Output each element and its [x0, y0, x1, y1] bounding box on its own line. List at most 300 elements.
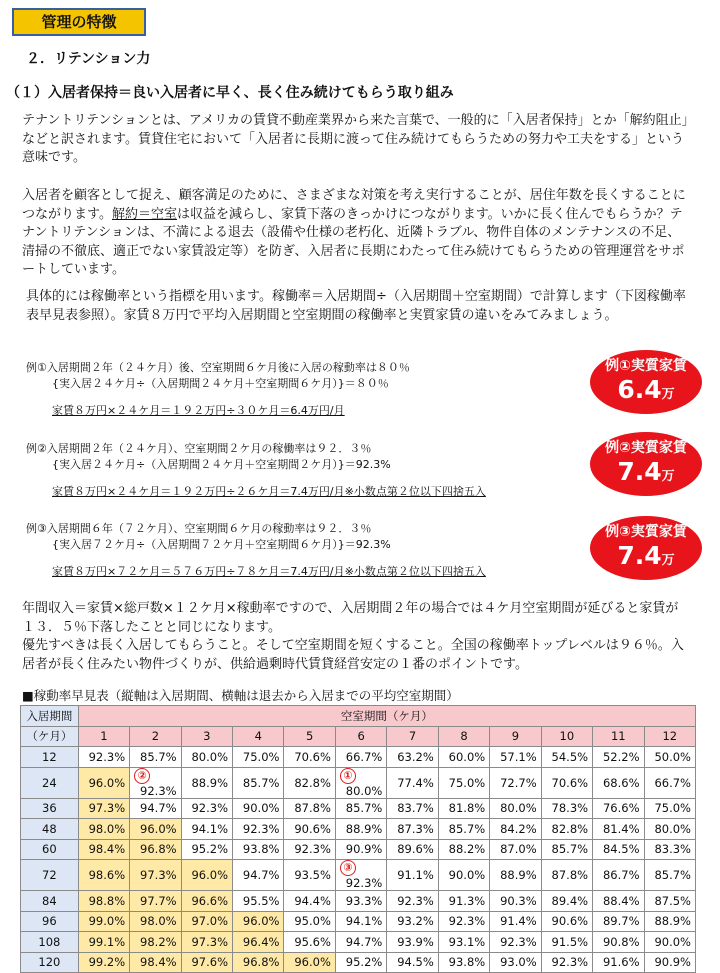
example-2-line1: 例②入居期間２年（２４ケ月）、空室期間２ケ月の稼働率は９２．３％ [26, 442, 372, 455]
table-cell [78, 911, 129, 932]
table-cell [490, 952, 541, 973]
cell-value: 97.3% [140, 868, 177, 882]
table-cell [284, 891, 335, 912]
cell-value: 87.3% [397, 821, 434, 836]
cell-value: 95.5% [242, 893, 280, 908]
table-cell [438, 952, 489, 973]
table-cell [593, 747, 644, 768]
table-row [21, 911, 696, 932]
table-row [21, 767, 696, 798]
cell-value: 72.7% [500, 775, 537, 790]
table-cell [284, 839, 335, 860]
retention-text-a: 入居者を顧客として捉え、顧客満足のために、さまざまな対策を考え実行することが、居住年数を長くすることにつながります。 [22, 188, 686, 222]
table-cell [181, 860, 232, 891]
example-2-calc: 家賃８万円×２４ケ月＝１９２万円÷２６ケ月＝7.4万円/月※小数点第２位以下四捨五入 [52, 485, 486, 498]
table-cell [490, 839, 541, 860]
cell-value: 82.8% [551, 821, 589, 836]
intro-paragraph: テナントリテンションとは、アメリカの賃貸不動産業界から来た言葉で、一般的に「入居者保持」とか「解約阻止」などと訳されます。賃貸住宅において「入居者に長期に渡って住み続けてもらうための努力や工夫をする」という意味です。 [22, 113, 689, 165]
cell-value: 98.2% [140, 934, 177, 949]
column-header: 8 [438, 726, 489, 747]
cell-value: 98.4% [140, 955, 177, 970]
table-cell [233, 767, 284, 798]
column-header: 3 [181, 726, 232, 747]
example-3-badge-unit: 万 [661, 553, 675, 568]
cell-value: 93.8% [242, 842, 280, 857]
column-header: 12 [644, 726, 695, 747]
table-cell [541, 911, 592, 932]
cell-value: 94.7% [242, 868, 280, 882]
cell-value: 94.4% [294, 893, 331, 908]
table-cell [78, 932, 129, 953]
row-label: 108 [21, 932, 79, 953]
cell-value: 92.3% [191, 801, 229, 816]
table-cell [335, 747, 386, 768]
cell-value: 97.3% [88, 801, 126, 816]
cell-value: 90.8% [602, 934, 640, 949]
table-cell [181, 952, 232, 973]
cell-value: 90.0% [448, 868, 486, 882]
table-cell [181, 911, 232, 932]
row-label: 60 [21, 839, 79, 860]
cell-value: 85.7% [345, 801, 383, 816]
table-cell [644, 891, 695, 912]
cell-value: 90.6% [551, 914, 589, 929]
circled-marker: ③ [340, 860, 356, 876]
cell-value: 92.3% [448, 914, 486, 929]
table-cell [78, 819, 129, 840]
example-3-badge-value: 7.4 [617, 541, 662, 570]
table-cell [181, 819, 232, 840]
table-cell [233, 798, 284, 819]
cell-value: 92.3% [242, 821, 280, 836]
example-1-badge-value: 6.4 [617, 375, 662, 404]
cell-value: 85.7% [654, 868, 691, 882]
table-cell [438, 798, 489, 819]
cell-value: 87.8% [551, 868, 589, 882]
row-label: 96 [21, 911, 79, 932]
example-1-rent-badge [590, 350, 702, 414]
cell-value: 81.8% [448, 801, 486, 816]
table-cell [335, 932, 386, 953]
example-2 [26, 441, 586, 500]
cell-value: 85.7% [448, 821, 486, 836]
column-header: 6 [335, 726, 386, 747]
cell-value: 87.8% [294, 801, 331, 816]
row-label: 120 [21, 952, 79, 973]
cell-value: 75.0% [448, 775, 486, 790]
table-cell [387, 860, 438, 891]
example-3-badge-label: 例③実質家賃 [605, 524, 687, 540]
cell-value: 95.0% [294, 914, 331, 929]
table-cell [130, 767, 181, 798]
table-cell [284, 932, 335, 953]
cell-value: 96.0% [140, 821, 177, 836]
cell-value: 70.6% [551, 775, 589, 790]
table-cell [335, 798, 386, 819]
cell-value: 54.5% [551, 749, 589, 764]
section-heading: ２．リテンション力 [26, 51, 151, 67]
cell-value: 91.3% [448, 893, 486, 908]
cell-value: 90.9% [654, 955, 691, 970]
cell-value: 98.8% [88, 893, 126, 908]
table-cell [438, 839, 489, 860]
table-cell [181, 747, 232, 768]
table-cell [593, 911, 644, 932]
table-cell [233, 860, 284, 891]
cell-value: 98.6% [88, 868, 126, 882]
table-cell [284, 952, 335, 973]
cell-value: 93.9% [397, 934, 434, 949]
table-cell [130, 891, 181, 912]
table-cell [387, 747, 438, 768]
cell-value: 90.3% [500, 893, 537, 908]
table-cell [644, 767, 695, 798]
table-cell [233, 911, 284, 932]
table-cell [78, 891, 129, 912]
table-cell [438, 767, 489, 798]
cell-value: 50.0% [654, 749, 691, 764]
cell-value: 92.3% [140, 783, 177, 798]
table-cell [78, 860, 129, 891]
cell-value: 80.0% [654, 821, 691, 836]
section-badge-title: 管理の特徴 [12, 8, 146, 36]
cell-value: 93.3% [345, 893, 383, 908]
table-cell [593, 819, 644, 840]
cell-value: 57.1% [500, 749, 537, 764]
cell-value: 92.3% [345, 876, 383, 890]
table-cell [644, 819, 695, 840]
table-cell [78, 839, 129, 860]
example-1-line1: 例①入居期間２年（２４ケ月）後、空室期間６ケ月後に入居の稼動率は８０％ [26, 361, 410, 374]
table-cell [181, 891, 232, 912]
table-cell [181, 932, 232, 953]
row-label: 36 [21, 798, 79, 819]
cell-value: 97.6% [191, 955, 229, 970]
table-cell [593, 839, 644, 860]
table-cell [593, 932, 644, 953]
occupancy-rate-table [20, 705, 696, 973]
priority-paragraph: 優先すべきは長く入居してもらうこと。そして空室期間を短くすること。全国の稼働率トップレベルは９６％。入居者が長く住みたい物件づくりが、供給過剰時代賃貸経営安定の１番のポイントです。 [22, 638, 684, 672]
table-cell [284, 819, 335, 840]
table-cell [335, 819, 386, 840]
example-3-line1: 例③入居期間６年（７２ケ月）、空室期間６ケ月の稼動率は９２．３％ [26, 522, 372, 535]
example-1 [26, 360, 586, 419]
cell-value: 81.4% [602, 821, 640, 836]
cell-value: 80.0% [500, 801, 537, 816]
table-cell [181, 767, 232, 798]
table-cell [644, 911, 695, 932]
table-cell [387, 798, 438, 819]
table-cell [130, 747, 181, 768]
table-cell [541, 819, 592, 840]
cell-value: 92.3% [88, 749, 126, 764]
cell-value: 84.2% [500, 821, 537, 836]
cell-value: 92.3% [551, 955, 589, 970]
table-cell [78, 747, 129, 768]
cell-value: 91.6% [602, 955, 640, 970]
cell-value: 88.9% [654, 914, 691, 929]
cell-value: 94.7% [345, 934, 383, 949]
occupancy-paragraph: 具体的には稼働率という指標を用います。稼働率＝入居期間÷（入居期間＋空室期間）で計算します（下図稼働率表早見表参照）。家賃８万円で平均入居期間と空室期間の稼働率と実質家賃の違いをみてみましょう。 [26, 289, 686, 323]
table-cell [387, 767, 438, 798]
cell-value: 99.0% [88, 914, 126, 929]
cell-value: 66.7% [345, 749, 383, 764]
table-cell [130, 911, 181, 932]
cell-value: 95.2% [191, 842, 229, 857]
table-row [21, 839, 696, 860]
example-1-badge-unit: 万 [661, 387, 675, 402]
table-cell [490, 860, 541, 891]
table-row [21, 860, 696, 891]
table-cell [233, 932, 284, 953]
table-cell [438, 932, 489, 953]
example-1-badge-label: 例①実質家賃 [605, 358, 687, 374]
cell-value: 96.0% [294, 955, 331, 970]
cell-value: 98.0% [88, 821, 126, 836]
table-cell [130, 819, 181, 840]
column-header: 9 [490, 726, 541, 747]
column-header: 11 [593, 726, 644, 747]
column-header: 10 [541, 726, 592, 747]
table-cell [490, 891, 541, 912]
cell-value: 95.2% [345, 955, 383, 970]
table-cell [593, 798, 644, 819]
example-1-calc: 家賃８万円×２４ケ月＝１９２万円÷３０ケ月＝6.4万円/月 [52, 404, 345, 417]
table-cell [181, 798, 232, 819]
table-cell [541, 952, 592, 973]
cell-value: 88.9% [500, 868, 537, 882]
table-cell [541, 747, 592, 768]
cell-value: 93.1% [448, 934, 486, 949]
example-2-line2: {実入居２４ケ月÷（入居期間２４ケ月＋空室期間２ケ月）}＝92.3% [52, 458, 391, 471]
table-cell [130, 798, 181, 819]
column-header: 5 [284, 726, 335, 747]
column-header: 1 [78, 726, 129, 747]
cell-value: 60.0% [448, 749, 486, 764]
cell-value: 97.7% [140, 893, 177, 908]
cell-value: 90.0% [242, 801, 280, 816]
row-label: 12 [21, 747, 79, 768]
table-cell [387, 819, 438, 840]
cell-value: 91.1% [397, 868, 434, 882]
table-cell [284, 747, 335, 768]
cell-value: 89.7% [602, 914, 640, 929]
cell-value: 70.6% [294, 749, 331, 764]
row-header-unit: （ケ月） [21, 726, 79, 747]
table-cell [438, 911, 489, 932]
table-cell [335, 839, 386, 860]
table-cell [490, 747, 541, 768]
table-cell [387, 952, 438, 973]
cell-value: 97.3% [191, 934, 229, 949]
table-cell [130, 839, 181, 860]
cell-value: 93.2% [397, 914, 434, 929]
table-cell [438, 860, 489, 891]
table-cell [438, 819, 489, 840]
cell-value: 88.9% [191, 775, 229, 790]
cell-value: 52.2% [602, 749, 640, 764]
cell-value: 83.7% [397, 801, 434, 816]
table-cell [490, 932, 541, 953]
table-cell [284, 798, 335, 819]
table-cell [644, 952, 695, 973]
cell-value: 85.7% [551, 842, 589, 857]
table-cell [387, 911, 438, 932]
cell-value: 96.0% [242, 914, 280, 929]
cell-value: 94.1% [345, 914, 383, 929]
table-row [21, 819, 696, 840]
table-row [21, 932, 696, 953]
cell-value: 91.4% [500, 914, 537, 929]
cell-value: 98.4% [88, 842, 126, 857]
table-cell [233, 952, 284, 973]
table-cell [438, 891, 489, 912]
column-header: 2 [130, 726, 181, 747]
table-cell [233, 819, 284, 840]
cell-value: 77.4% [397, 775, 434, 790]
cell-value: 93.8% [448, 955, 486, 970]
cell-value: 63.2% [397, 749, 434, 764]
table-cell [387, 891, 438, 912]
cell-value: 78.3% [551, 801, 589, 816]
cell-value: 88.2% [448, 842, 486, 857]
cell-value: 94.1% [191, 821, 229, 836]
retention-text-underlined: 解約＝空室 [111, 206, 177, 222]
cell-value: 94.5% [397, 955, 434, 970]
table-cell [593, 767, 644, 798]
table-row [21, 891, 696, 912]
cell-value: 92.3% [294, 842, 331, 857]
table-row [21, 798, 696, 819]
cell-value: 82.8% [294, 775, 331, 790]
income-paragraph: 年間収入＝家賃×総戸数×１２ケ月×稼動率ですので、入居期間２年の場合では４ケ月空室期間が延びると家賃が１３．５％下落したことと同じになります。 [22, 601, 679, 635]
table-cell [335, 911, 386, 932]
cell-value: 90.9% [345, 842, 383, 857]
circled-marker: ① [340, 768, 356, 784]
cell-value: 93.0% [500, 955, 537, 970]
table-cell [130, 860, 181, 891]
table-cell [541, 839, 592, 860]
cell-value: 85.7% [242, 775, 280, 790]
table-cell [233, 747, 284, 768]
cell-value: 97.0% [191, 914, 229, 929]
table-cell [335, 767, 386, 798]
cell-value: 92.3% [397, 893, 434, 908]
cell-value: 98.0% [140, 914, 177, 929]
example-2-rent-badge [590, 432, 702, 496]
table-cell [181, 839, 232, 860]
table-cell [78, 767, 129, 798]
cell-value: 89.6% [397, 842, 434, 857]
row-label: 48 [21, 819, 79, 840]
table-cell [541, 798, 592, 819]
cell-value: 88.4% [602, 893, 640, 908]
cell-value: 80.0% [191, 749, 229, 764]
table-cell [78, 952, 129, 973]
row-header-title: 入居期間 [21, 706, 79, 727]
table-cell [284, 767, 335, 798]
cell-value: 88.9% [345, 821, 383, 836]
cell-value: 96.6% [191, 893, 229, 908]
table-cell [541, 767, 592, 798]
table-cell [387, 839, 438, 860]
example-2-badge-value: 7.4 [617, 457, 662, 486]
table-cell [644, 839, 695, 860]
table-caption: ■稼動率早見表（縦軸は入居期間、横軸は退去から入居までの平均空室期間） [22, 688, 459, 703]
cell-value: 95.6% [294, 934, 331, 949]
example-3-line2: {実入居７２ケ月÷（入居期間７２ケ月＋空室期間６ケ月）}＝92.3% [52, 538, 391, 551]
table-cell [644, 932, 695, 953]
row-label: 84 [21, 891, 79, 912]
cell-value: 91.5% [551, 934, 589, 949]
table-cell [490, 819, 541, 840]
cell-value: 84.5% [602, 842, 640, 857]
row-label: 72 [21, 860, 79, 891]
table-cell [284, 860, 335, 891]
table-cell [335, 952, 386, 973]
cell-value: 96.8% [242, 955, 280, 970]
cell-value: 75.0% [654, 801, 691, 816]
cell-value: 94.7% [140, 801, 177, 816]
cell-value: 92.3% [500, 934, 537, 949]
row-label: 24 [21, 767, 79, 798]
cell-value: 96.0% [88, 775, 126, 790]
table-cell [233, 891, 284, 912]
example-3-rent-badge [590, 516, 702, 580]
cell-value: 90.0% [654, 934, 691, 949]
table-cell [335, 891, 386, 912]
column-header: 7 [387, 726, 438, 747]
table-cell [593, 952, 644, 973]
cell-value: 85.7% [140, 749, 177, 764]
table-cell [541, 860, 592, 891]
table-row [21, 747, 696, 768]
retention-paragraph [22, 187, 690, 280]
table-cell [593, 860, 644, 891]
table-cell [438, 747, 489, 768]
example-2-badge-label: 例②実質家賃 [605, 440, 687, 456]
cell-value: 75.0% [242, 749, 280, 764]
cell-value: 99.2% [88, 955, 126, 970]
cell-value: 96.0% [191, 868, 229, 882]
cell-value: 90.6% [294, 821, 331, 836]
cell-value: 66.7% [654, 775, 691, 790]
cell-value: 89.4% [551, 893, 589, 908]
example-1-line2: {実入居２４ケ月÷（入居期間２４ケ月＋空室期間６ケ月）}＝８０％ [52, 377, 389, 390]
cell-value: 87.5% [654, 893, 691, 908]
table-cell [541, 891, 592, 912]
table-cell [490, 798, 541, 819]
table-cell [490, 767, 541, 798]
table-cell [335, 860, 386, 891]
table-row [21, 952, 696, 973]
table-cell [233, 839, 284, 860]
cell-value: 93.5% [294, 868, 331, 882]
column-group-header: 空室期間（ケ月） [78, 706, 695, 727]
column-header: 4 [233, 726, 284, 747]
circled-marker: ② [134, 768, 150, 784]
example-2-badge-unit: 万 [661, 469, 675, 484]
cell-value: 87.0% [500, 842, 537, 857]
table-cell [490, 911, 541, 932]
table-cell [387, 932, 438, 953]
cell-value: 99.1% [88, 934, 126, 949]
table-cell [541, 932, 592, 953]
subsection-heading: （１）入居者保持＝良い入居者に早く、長く住み続けてもらう取り組み [6, 85, 454, 101]
cell-value: 80.0% [345, 783, 383, 798]
table-cell [644, 860, 695, 891]
cell-value: 86.7% [602, 868, 640, 882]
